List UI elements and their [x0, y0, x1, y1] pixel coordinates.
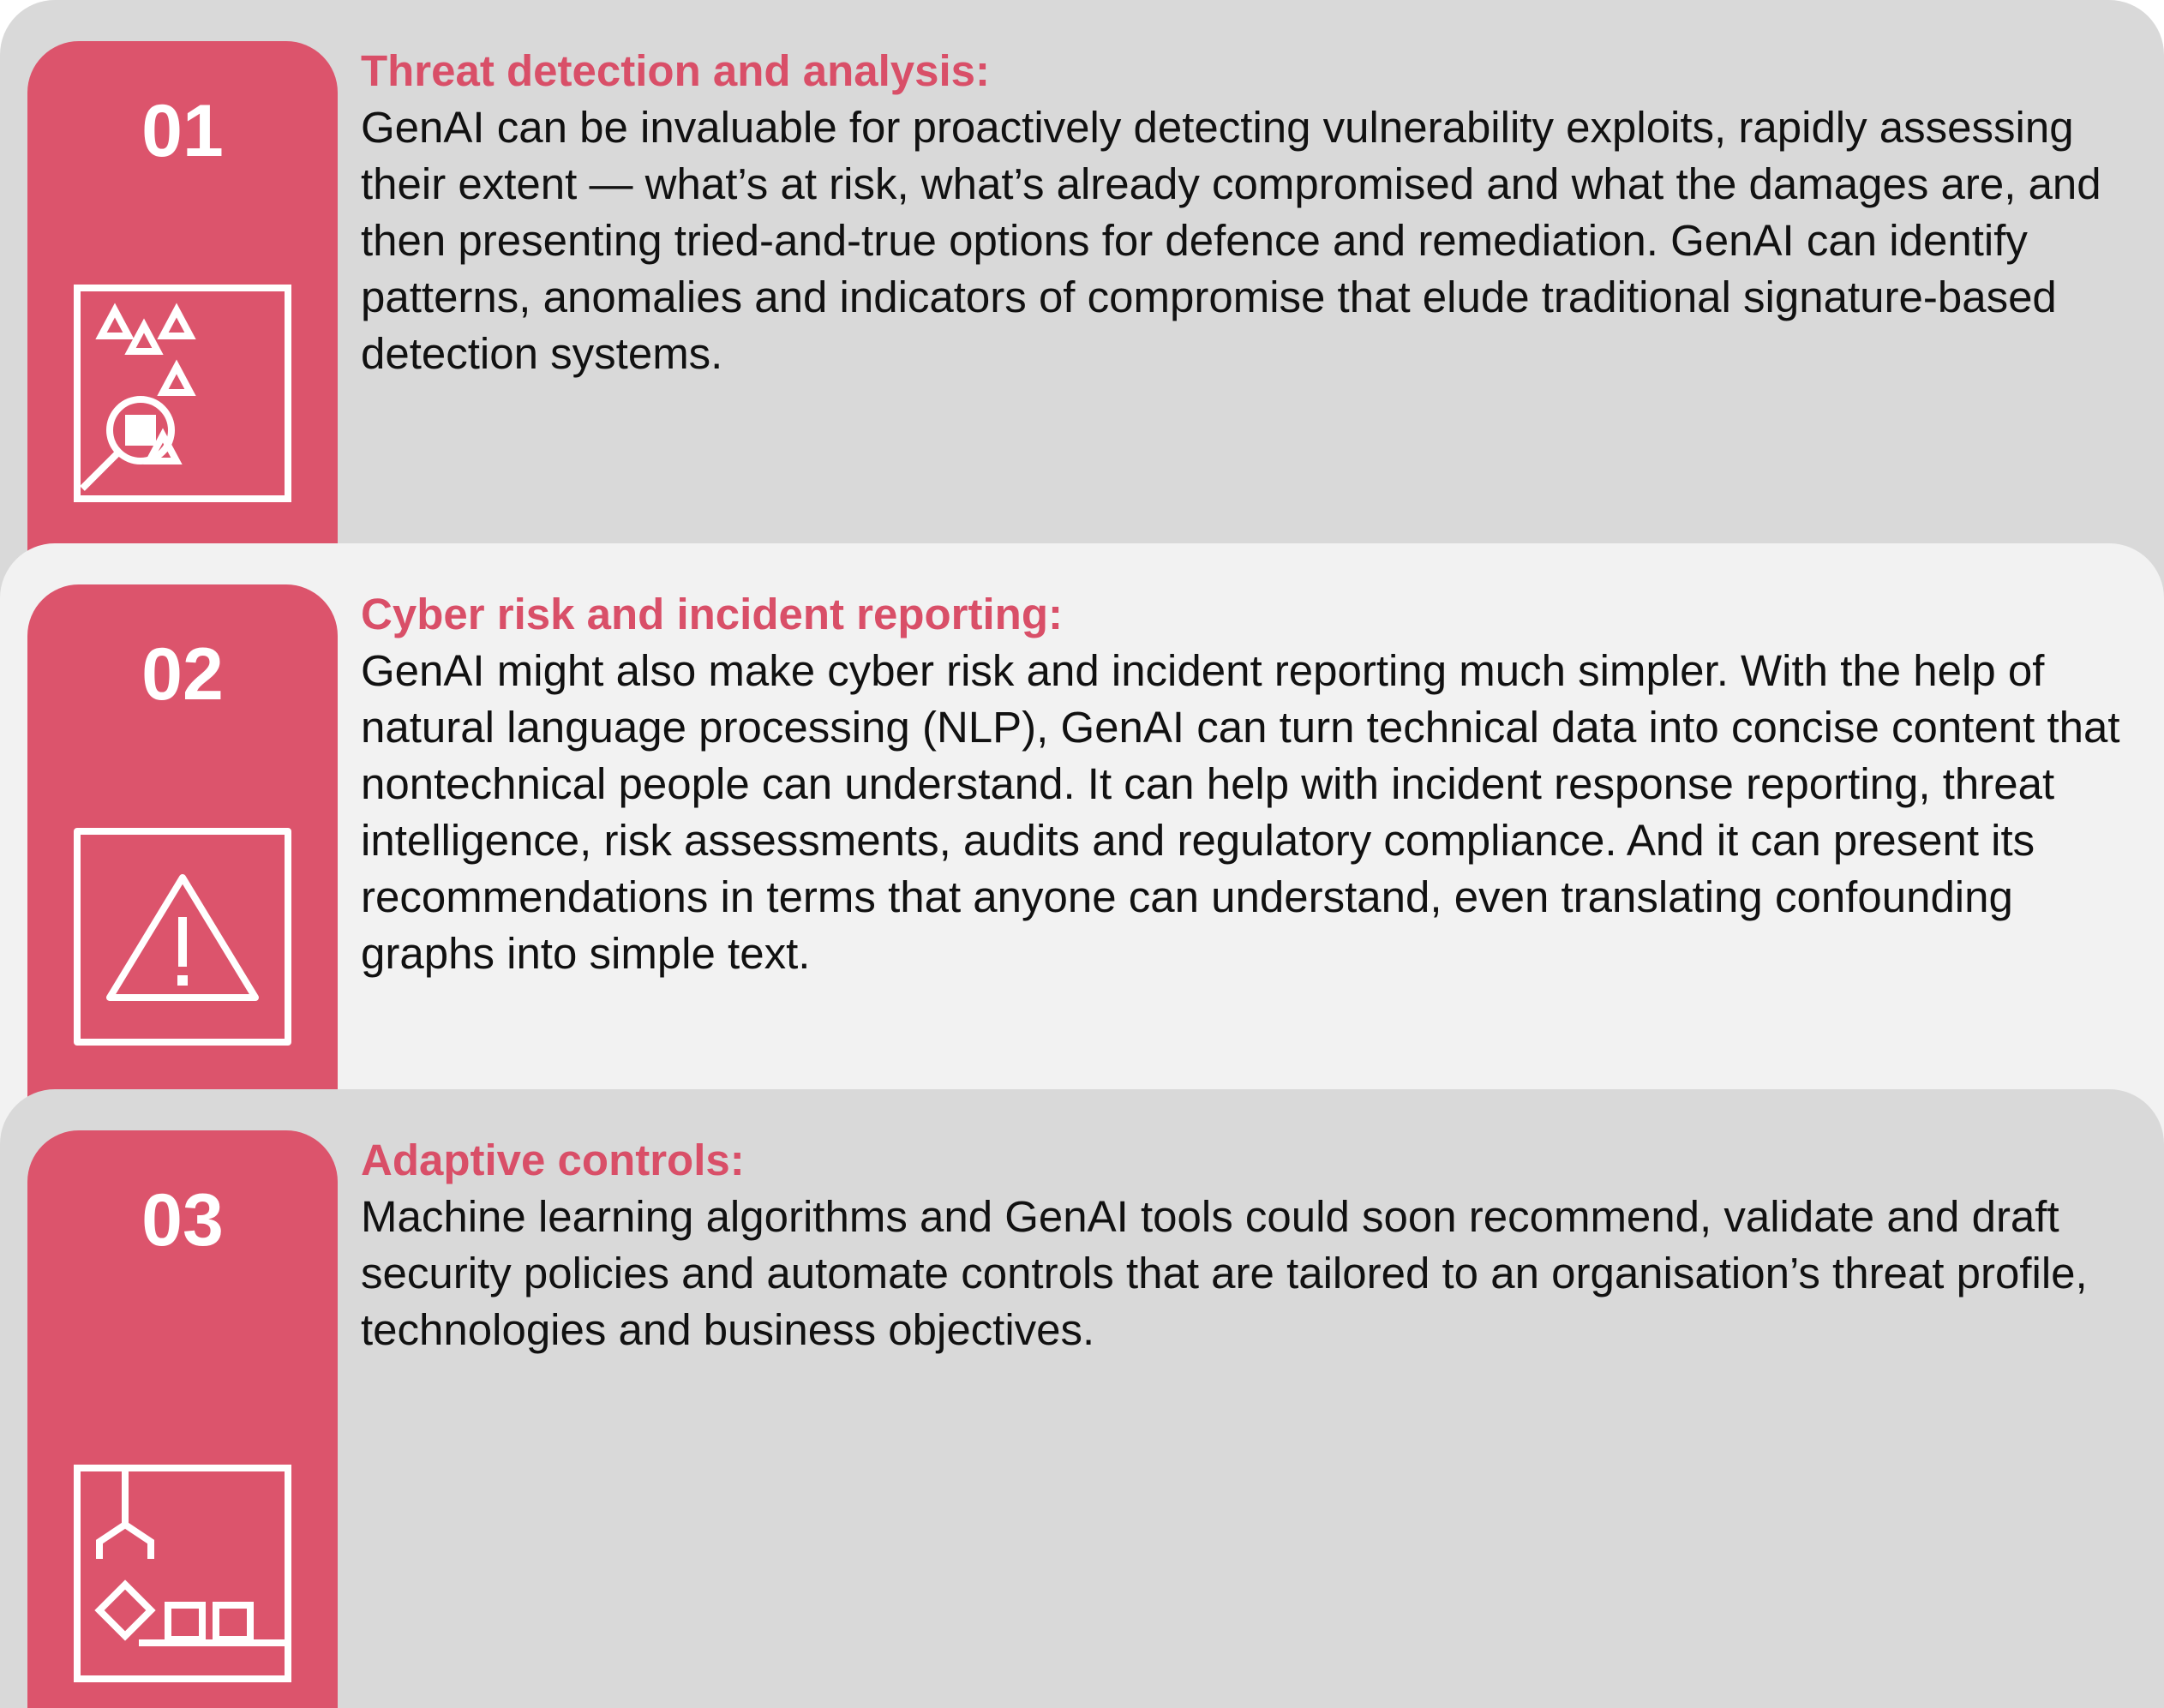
number-tab: [27, 41, 338, 600]
item-text: [361, 43, 2126, 382]
threat-search-icon: [74, 285, 291, 502]
item-heading: Threat detection and analysis:: [361, 46, 991, 95]
item-text: [361, 586, 2126, 982]
warning-icon: [74, 828, 291, 1046]
item-card-02: [0, 543, 2164, 1143]
item-text: [361, 1132, 2126, 1358]
item-number: 03: [141, 1179, 224, 1262]
item-body: GenAI might also make cyber risk and incident reporting much simpler. With the help of natural language processing (NLP), GenAI can turn technical data into concise content that nontechnical people can understand. It can help with incident response reporting, threat intelligence, risk assessments, audits and regulatory compliance. And it can present its recommendations in terms that anyone can understand, even translating confounding graphs into simple text.: [361, 646, 2120, 978]
item-body: GenAI can be invaluable for proactively detecting vulnerability exploits, rapidly assessing their extent — what’s at risk, what’s already compromised and what the damages are, and then presenting tried-and-true options for defence and remediation. GenAI can identify patterns, anomalies and indicators of compromise that elude traditional signature-based detection systems.: [361, 103, 2101, 378]
automation-flow-icon: [74, 1465, 291, 1682]
item-card-01: [0, 0, 2164, 600]
item-body: Machine learning algorithms and GenAI tools could soon recommend, validate and draft security policies and automate controls that are tailored to an organisation’s threat profile, technologies and business objectives.: [361, 1192, 2088, 1354]
number-tab: [27, 584, 338, 1143]
item-card-03: [0, 1089, 2164, 1708]
item-heading: Cyber risk and incident reporting:: [361, 590, 1063, 638]
item-heading: Adaptive controls:: [361, 1136, 745, 1184]
number-tab: [27, 1130, 338, 1708]
item-number: 01: [141, 90, 224, 172]
item-number: 02: [141, 633, 224, 716]
